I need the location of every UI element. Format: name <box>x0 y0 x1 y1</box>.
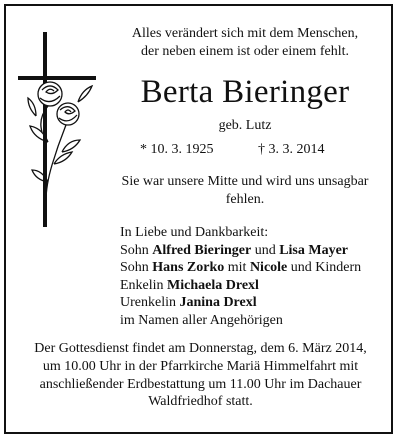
mourner-line: Sohn Hans Zorko mit Nicole und Kindern <box>120 260 362 276</box>
intro-quote <box>110 25 380 61</box>
cross-with-roses-icon <box>18 32 98 227</box>
life-dates <box>140 142 325 158</box>
intro-line: der neben einem ist oder einem fehlt. <box>141 44 349 59</box>
service-line: um 10.00 Uhr in der Pfarrkirche Mariä Himmelfahrt mit <box>42 358 359 374</box>
maiden-name: geb. Lutz <box>218 118 272 133</box>
service-line: Waldfriedhof statt. <box>148 394 253 410</box>
service-info <box>12 340 389 411</box>
mourner-line: In Liebe und Dankbarkeit: <box>120 225 269 240</box>
mourner-line: Sohn Alfred Bieringer und Lisa Mayer <box>120 242 349 258</box>
memory-text <box>110 173 380 209</box>
memory-line: fehlen. <box>225 192 265 207</box>
deceased-name: Berta Bieringer <box>140 74 350 110</box>
service-line: Der Gottesdienst findet am Donnerstag, dem 6. März 2014, <box>34 341 367 356</box>
mourners-list <box>120 224 361 330</box>
mourner-line: Urenkelin Janina Drexl <box>120 295 257 311</box>
service-line: anschließender Erdbestattung um 11.00 Uhr im Dachauer <box>39 376 362 392</box>
birth-date: * 10. 3. 1925 <box>140 142 214 157</box>
memory-line: Sie war unsere Mitte und wird uns unsagbar <box>121 174 369 189</box>
death-date: † 3. 3. 2014 <box>258 142 325 157</box>
mourner-line: Enkelin Michaela Drexl <box>120 277 259 293</box>
intro-line: Alles verändert sich mit dem Menschen, <box>131 26 359 41</box>
mourner-line: im Namen aller Angehörigen <box>120 312 283 328</box>
